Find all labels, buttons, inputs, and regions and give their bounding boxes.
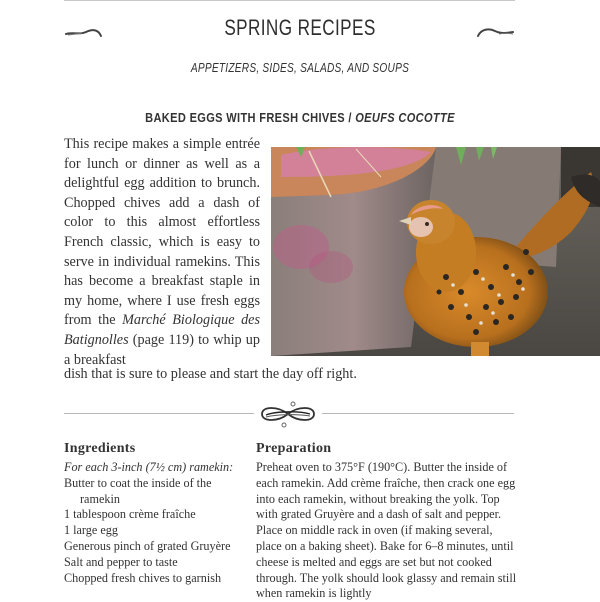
ingredient-item: Salt and pepper to taste <box>64 554 178 569</box>
page-title: SPRING RECIPES <box>224 15 376 40</box>
hen-photo-illustration <box>271 147 600 356</box>
ingredients-heading: Ingredients <box>64 441 136 456</box>
ingredients-list <box>64 460 249 586</box>
ingredient-item: Generous pinch of grated Gruyère <box>64 538 231 553</box>
ingredient-item: 1 tablespoon crème fraîche <box>64 507 196 522</box>
market-name: Marché Biologique des Batignolles <box>64 312 260 348</box>
intro-text-part2: (page 119) to whip up a breakfast <box>64 331 260 368</box>
divider-line-right <box>322 413 514 414</box>
ingredient-item: Butter to coat the inside of the ramekin <box>64 475 212 506</box>
top-rule <box>64 0 515 1</box>
intro-text-part1: This recipe makes a simple entrée for lunch or dinner as well as a delightful egg addition to brunch. Chopped chives add a dash of color to this almost effortless French classic, which is easy to serve in individual ramekins. This has become a breakfast staple in my home, where I use fresh eggs from the <box>64 136 260 329</box>
title-separator: / <box>345 110 356 125</box>
intro-paragraph <box>64 135 260 370</box>
ingredient-item: 1 large egg <box>64 523 118 538</box>
intro-paragraph-tail: dish that is sure to please and start the day off right. <box>64 366 357 382</box>
recipe-title-french: OEUFS COCOTTE <box>355 110 455 125</box>
recipe-title <box>45 110 555 125</box>
preparation-text: Preheat oven to 375°F (190°C). Butter the inside of each ramekin. Add crème fraîche, then crack one egg into each ramekin, without breaking the yolk. Top with grated Gruyère and a dash of salt and pepper. Place on middle rack in oven (if making several, place on a baking sheet). Bake for 6–8 minutes, until cheese is melted and eggs are set but not cooked through. The yolk should look glassy and remain still when ramekin is lightly <box>256 460 517 601</box>
ingredient-item: Chopped fresh chives to garnish <box>64 570 222 585</box>
hen-photo <box>271 147 600 356</box>
divider-line-left <box>64 413 254 414</box>
ingredients-note: For each 3-inch (7½ cm) ramekin: <box>64 460 234 474</box>
preparation-heading: Preparation <box>256 441 332 456</box>
flourish-divider-icon <box>256 400 320 430</box>
section-subtitle: APPETIZERS, SIDES, SALADS, AND SOUPS <box>190 60 410 75</box>
recipe-title-english: BAKED EGGS WITH FRESH CHIVES <box>145 110 346 125</box>
